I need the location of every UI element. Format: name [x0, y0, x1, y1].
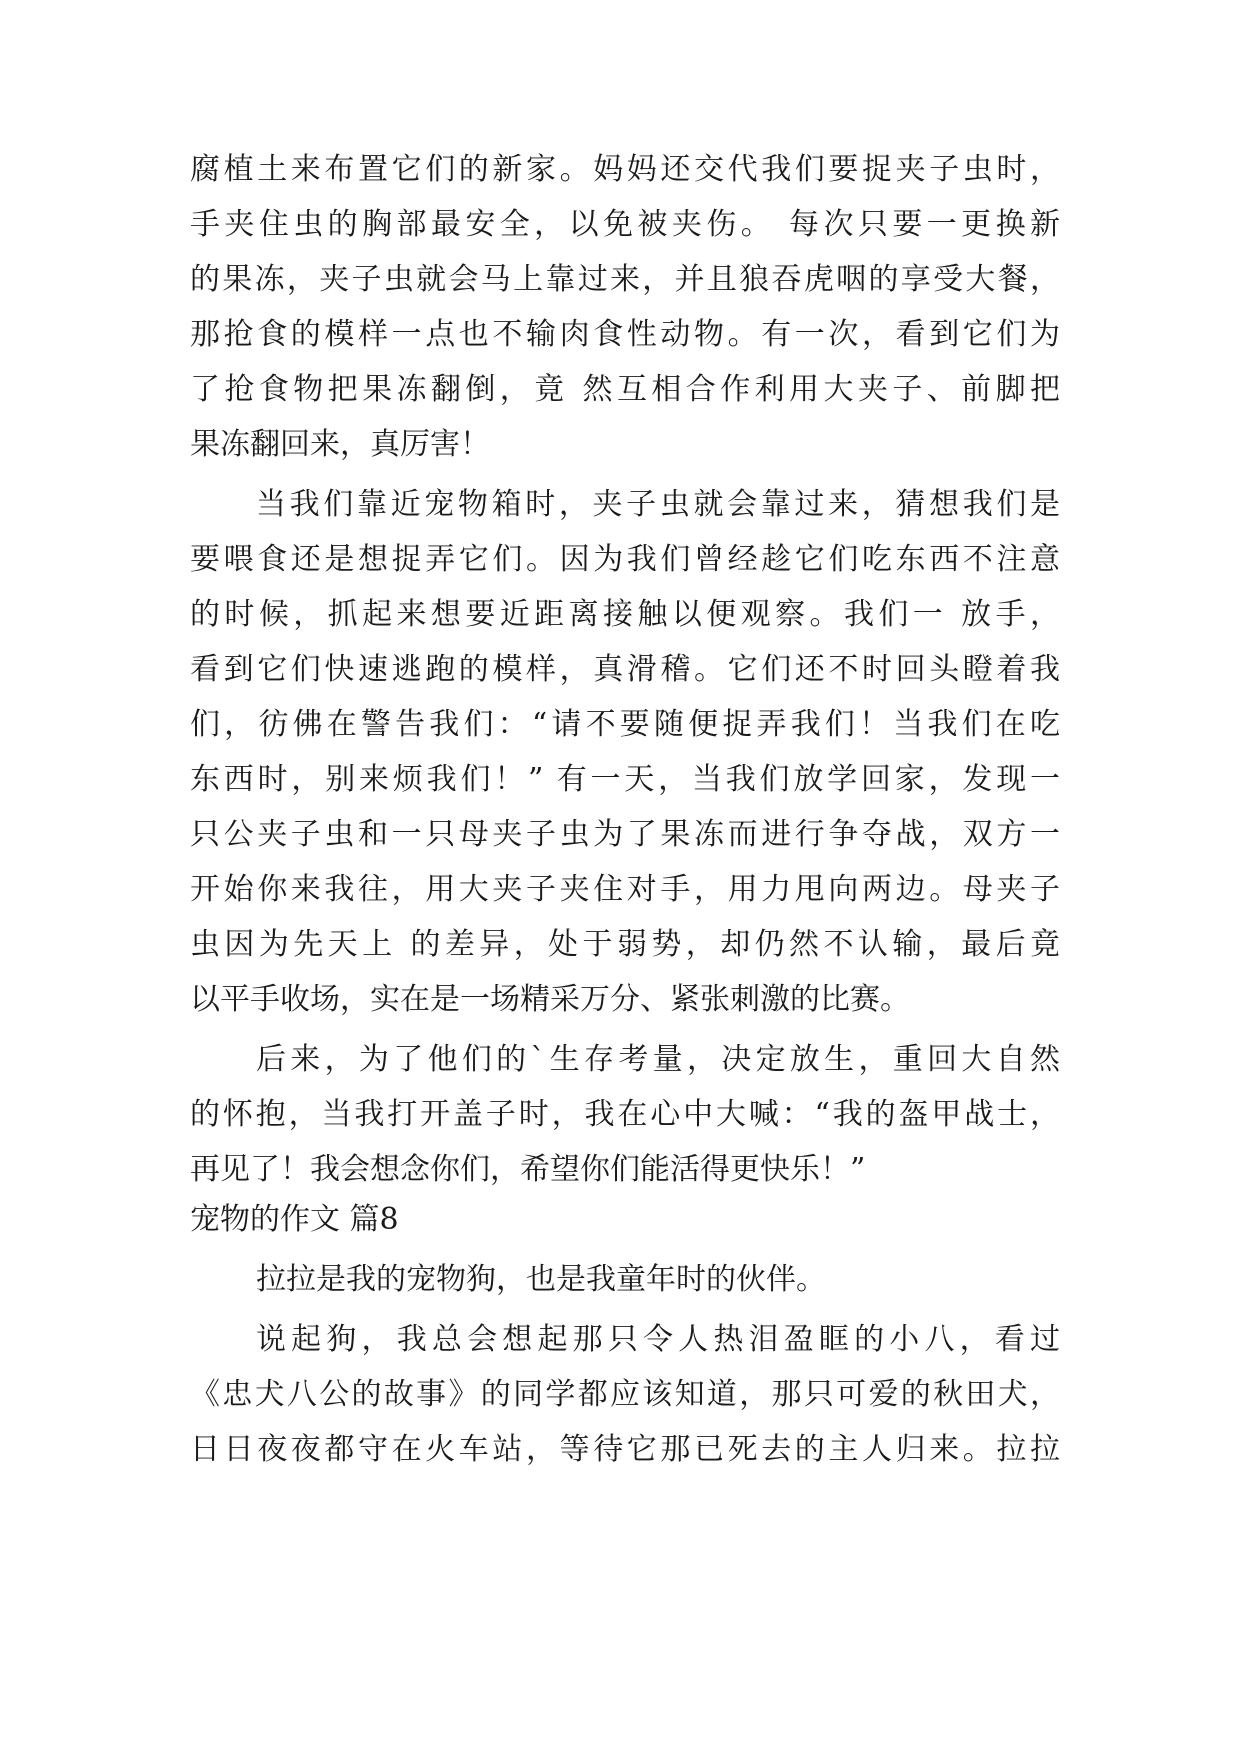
paragraph-2-line-9: 虫因为先天上 的差异，处于弱势，却仍然不认输，最后竟 — [190, 927, 1060, 962]
paragraph-1-line-4: 那抢食的模样一点也不输肉食性动物。有一次，看到它们为 — [190, 317, 1060, 352]
paragraph-2-line-6: 东西时，别来烦我们！” 有一天，当我们放学回家，发现一 — [190, 762, 1060, 797]
paragraph-1-line-2: 手夹住虫的胸部最安全，以免被夹伤。 每次只要一更换新 — [190, 207, 1060, 242]
paragraph-1-line-6: 果冻翻回来，真厉害！ — [190, 427, 490, 462]
paragraph-2-line-10: 以平手收场，实在是一场精采万分、紧张刺激的比赛。 — [190, 982, 910, 1017]
paragraph-2-line-3: 的时候，抓起来想要近距离接触以便观察。我们一 放手， — [190, 597, 1060, 632]
section-heading: 宠物的作文 篇8 — [190, 1202, 399, 1237]
paragraph-1-line-3: 的果冻，夹子虫就会马上靠过来，并且狼吞虎咽的享受大餐， — [190, 262, 1060, 297]
paragraph-3-line-3: 再见了！我会想念你们，希望你们能活得更快乐！” — [190, 1152, 866, 1187]
paragraph-5-line-3: 日日夜夜都守在火车站，等待它那已死去的主人归来。拉拉 — [190, 1432, 1060, 1467]
paragraph-2-line-8: 开始你来我往，用大夹子夹住对手，用力甩向两边。母夹子 — [190, 872, 1060, 907]
paragraph-5-line-2: 《忠犬八公的故事》的同学都应该知道，那只可爱的秋田犬， — [190, 1377, 1060, 1412]
paragraph-2-line-4: 看到它们快速逃跑的模样，真滑稽。它们还不时回头瞪着我 — [190, 652, 1060, 687]
paragraph-2-line-7: 只公夹子虫和一只母夹子虫为了果冻而进行争夺战，双方一 — [190, 817, 1060, 852]
paragraph-2-line-5: 们，彷佛在警告我们：“请不要随便捉弄我们！当我们在吃 — [190, 707, 1060, 742]
paragraph-2-line-1: 当我们靠近宠物箱时，夹子虫就会靠过来，猜想我们是 — [256, 487, 1060, 522]
paragraph-4-line-1: 拉拉是我的宠物狗，也是我童年时的伙伴。 — [256, 1262, 826, 1297]
paragraph-3-line-1: 后来，为了他们的`生存考量，决定放生，重回大自然 — [256, 1042, 1060, 1077]
paragraph-5-line-1: 说起狗，我总会想起那只令人热泪盈眶的小八，看过 — [256, 1322, 1060, 1357]
paragraph-2-line-2: 要喂食还是想捉弄它们。因为我们曾经趁它们吃东西不注意 — [190, 542, 1060, 577]
paragraph-3-line-2: 的怀抱，当我打开盖子时，我在心中大喊：“我的盔甲战士， — [190, 1097, 1060, 1132]
paragraph-1-line-1: 腐植土来布置它们的新家。妈妈还交代我们要捉夹子虫时， — [190, 152, 1060, 187]
paragraph-1-line-5: 了抢食物把果冻翻倒，竟 然互相合作利用大夹子、前脚把 — [190, 372, 1060, 407]
